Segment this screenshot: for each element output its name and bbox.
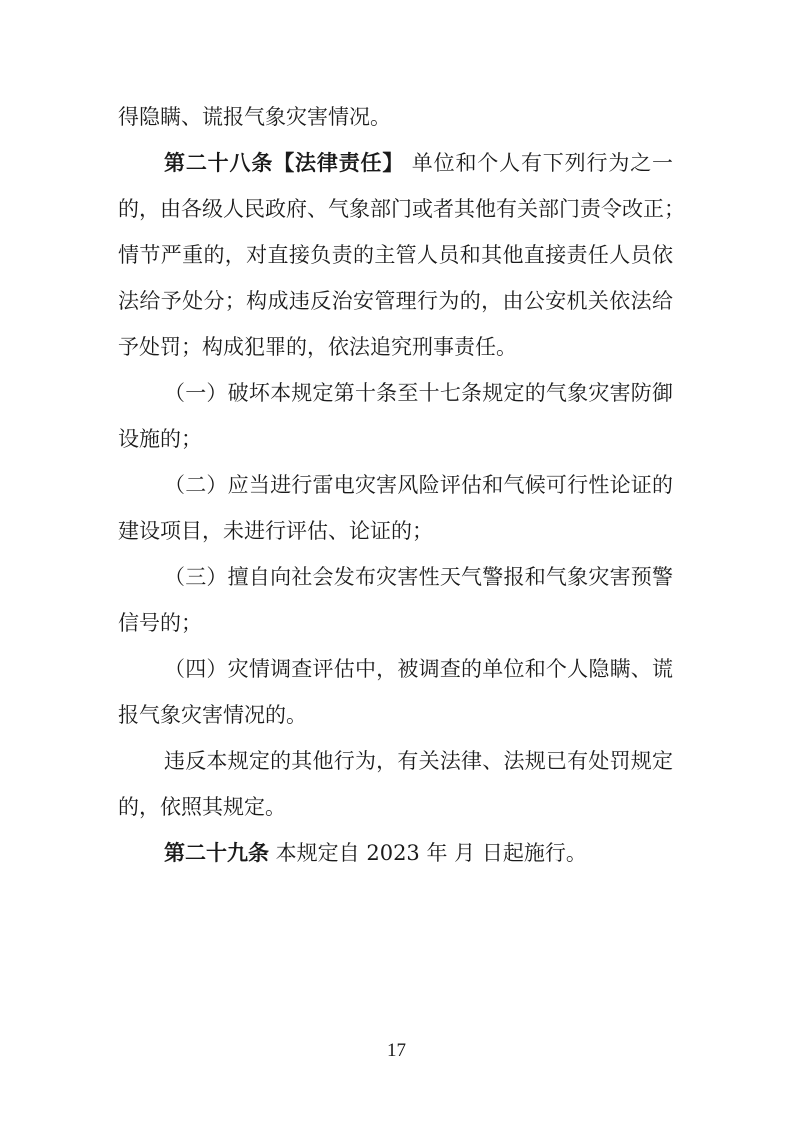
other-violations-paragraph: 违反本规定的其他行为，有关法律、法规已有处罚规定 <box>164 749 673 773</box>
document-page <box>118 94 685 876</box>
page-number: 17 <box>387 1040 406 1061</box>
paragraph-line: 建设项目，未进行评估、论证的； <box>118 519 433 543</box>
article-title: 第二十九条 <box>164 841 269 865</box>
paragraph-line: 报气象灾害情况的。 <box>118 703 307 727</box>
paragraph-line: 的，依照其规定。 <box>118 795 286 819</box>
paragraph-line: 情节严重的，对直接负责的主管人员和其他直接责任人员依 <box>118 243 673 267</box>
list-item-3: （三）擅自向社会发布灾害性天气警报和气象灾害预警 <box>164 565 673 589</box>
article-29-line: 第二十九条 本规定自 2023 年 月 日起施行。 <box>164 841 587 865</box>
article-28-heading-line: 第二十八条【法律责任】 单位和个人有下列行为之一 <box>164 151 674 175</box>
paragraph-line: 设施的； <box>118 427 202 451</box>
paragraph-line: 信号的； <box>118 611 202 635</box>
paragraph-line: 予处罚；构成犯罪的，依法追究刑事责任。 <box>118 335 517 359</box>
list-item-1: （一）破坏本规定第十条至十七条规定的气象灾害防御 <box>164 381 673 405</box>
paragraph-line: 法给予处分；构成违反治安管理行为的，由公安机关依法给 <box>118 289 673 313</box>
article-title: 第二十八条【法律责任】 <box>164 151 405 175</box>
paragraph-line: 得隐瞒、谎报气象灾害情况。 <box>118 105 391 129</box>
list-item-2: （二）应当进行雷电灾害风险评估和气候可行性论证的 <box>164 473 673 497</box>
list-item-4: （四）灾情调查评估中，被调查的单位和个人隐瞒、谎 <box>164 657 673 681</box>
paragraph-line: 的，由各级人民政府、气象部门或者其他有关部门责令改正； <box>118 197 685 221</box>
